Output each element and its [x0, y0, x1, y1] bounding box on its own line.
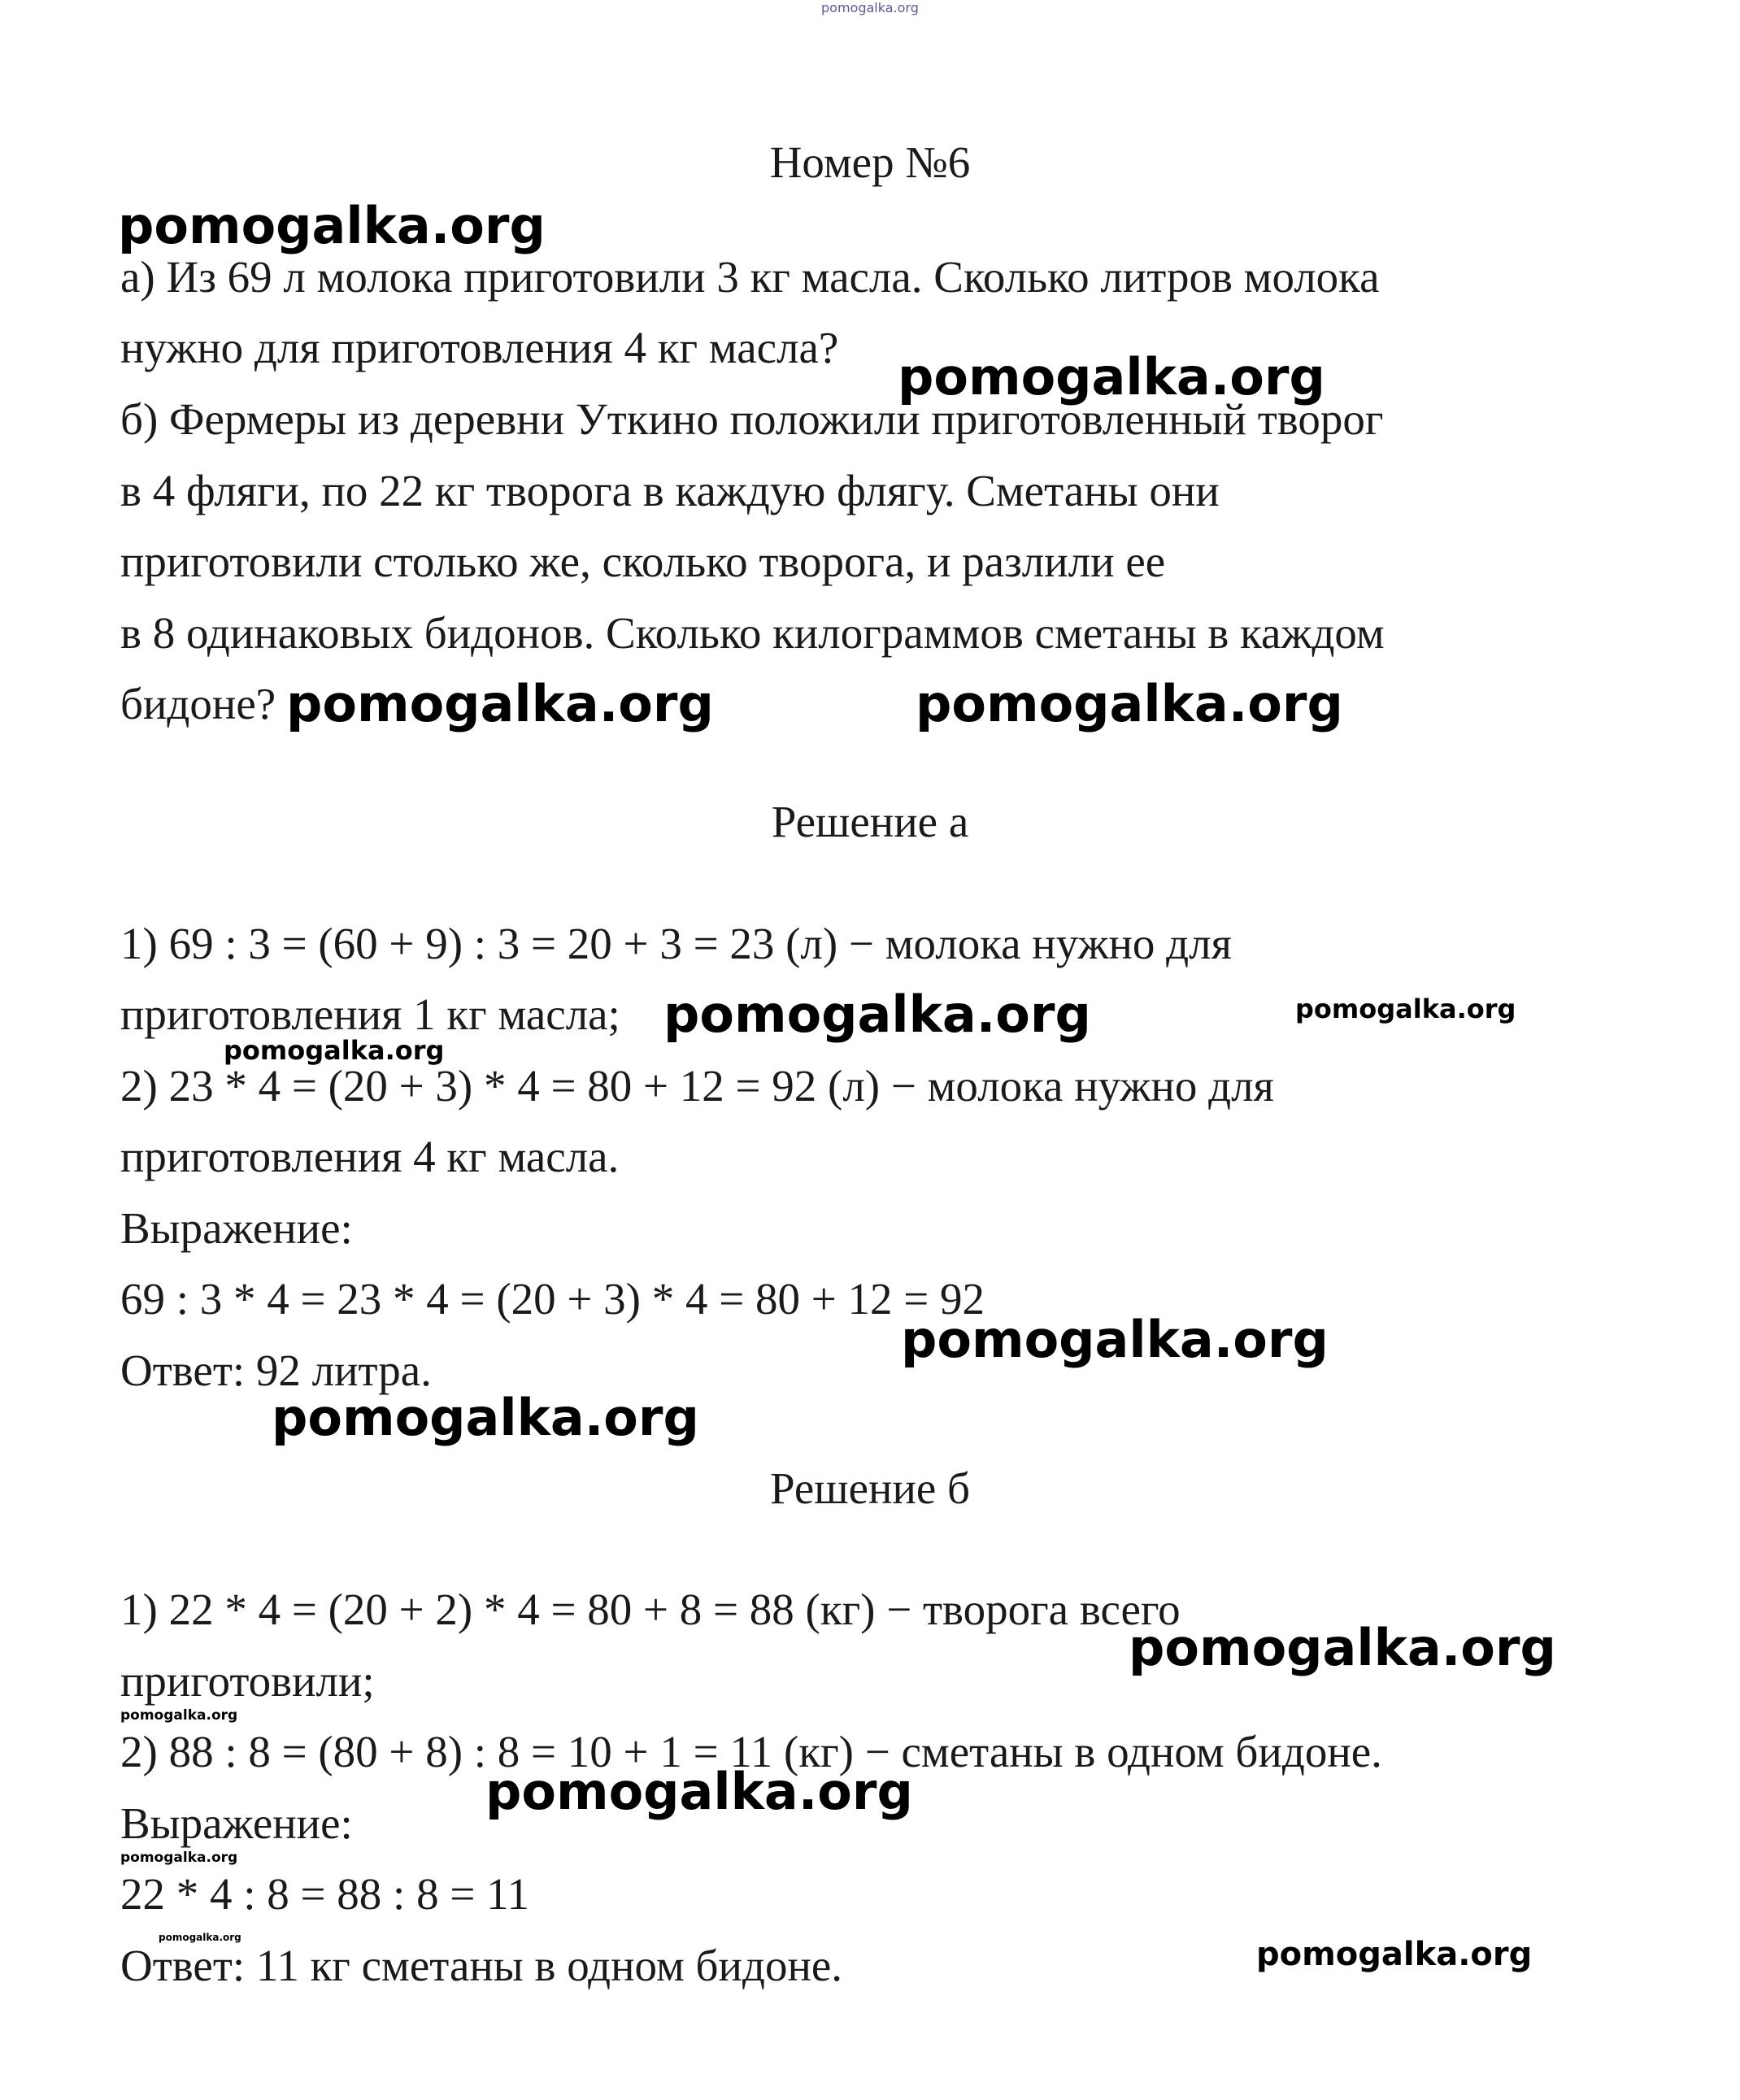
solution-b-heading: Решение б	[769, 1463, 971, 1513]
watermark-5: pomogalka.org	[663, 985, 1091, 1044]
watermark-14: pomogalka.org	[120, 1850, 238, 1866]
problem-line-2: нужно для приготовления 4 кг масла?	[120, 323, 839, 372]
watermark-3: pomogalka.org	[286, 674, 714, 733]
solution-a-line-5: Выражение:	[120, 1203, 353, 1253]
solution-a-expression: 69 : 3 * 4 = 23 * 4 = (20 + 3) * 4 = 80 + 12 = 92	[120, 1274, 985, 1324]
watermark-12: pomogalka.org	[1256, 1936, 1533, 1973]
solution-a-line-1: 1) 69 : 3 = (60 + 9) : 3 = 20 + 3 = 23 (л) − молока нужно для	[120, 919, 1232, 968]
solution-b-expression: 22 * 4 : 8 = 88 : 8 = 11	[120, 1869, 530, 1919]
problem-line-1: а) Из 69 л молока приготовили 3 кг масла. Сколько литров молока	[120, 252, 1380, 302]
watermark-8: pomogalka.org	[1129, 1618, 1556, 1677]
problem-line-4: в 4 фляги, по 22 кг творога в каждую флягу. Сметаны они	[120, 466, 1220, 515]
problem-line-6: в 8 одинаковых бидонов. Сколько килограммов сметаны в каждом	[120, 608, 1385, 658]
watermark-4: pomogalka.org	[916, 674, 1343, 733]
watermark-top: pomogalka.org	[821, 0, 919, 15]
watermark-2: pomogalka.org	[898, 347, 1325, 407]
solution-b-line-1: 1) 22 * 4 = (20 + 2) * 4 = 80 + 8 = 88 (кг) − творога всего	[120, 1585, 1181, 1634]
watermark-7: pomogalka.org	[272, 1388, 699, 1447]
solution-a-line-4: приготовления 4 кг масла.	[120, 1132, 620, 1181]
solution-a-line-2: приготовления 1 кг масла;	[120, 989, 620, 1039]
watermark-11: pomogalka.org	[224, 1035, 445, 1066]
watermark-10: pomogalka.org	[1295, 993, 1516, 1024]
solution-a-heading: Решение а	[771, 797, 969, 846]
watermark-15: pomogalka.org	[159, 1932, 241, 1943]
watermark-6: pomogalka.org	[901, 1310, 1329, 1369]
problem-line-5: приготовили столько же, сколько творога, и разлили ее	[120, 537, 1166, 586]
watermark-9: pomogalka.org	[485, 1762, 913, 1821]
watermark-13: pomogalka.org	[120, 1707, 238, 1724]
watermark-1: pomogalka.org	[118, 196, 546, 255]
page-title: Номер №6	[769, 137, 971, 187]
problem-line-7: бидоне?	[120, 679, 276, 728]
solution-a-line-3: 2) 23 * 4 = (20 + 3) * 4 = 80 + 12 = 92 (л) − молока нужно для	[120, 1061, 1274, 1111]
solution-a-answer: Ответ: 92 литра.	[120, 1346, 432, 1395]
problem-line-3: б) Фермеры из деревни Уткино положили приготовленный творог	[120, 394, 1384, 444]
solution-b-line-2: приготовили;	[120, 1656, 375, 1706]
solution-b-answer: Ответ: 11 кг сметаны в одном бидоне.	[120, 1941, 843, 1990]
solution-b-line-3: 2) 88 : 8 = (80 + 8) : 8 = 10 + 1 = 11 (кг) − сметаны в одном бидоне.	[120, 1727, 1382, 1776]
solution-b-line-4: Выражение:	[120, 1798, 353, 1848]
